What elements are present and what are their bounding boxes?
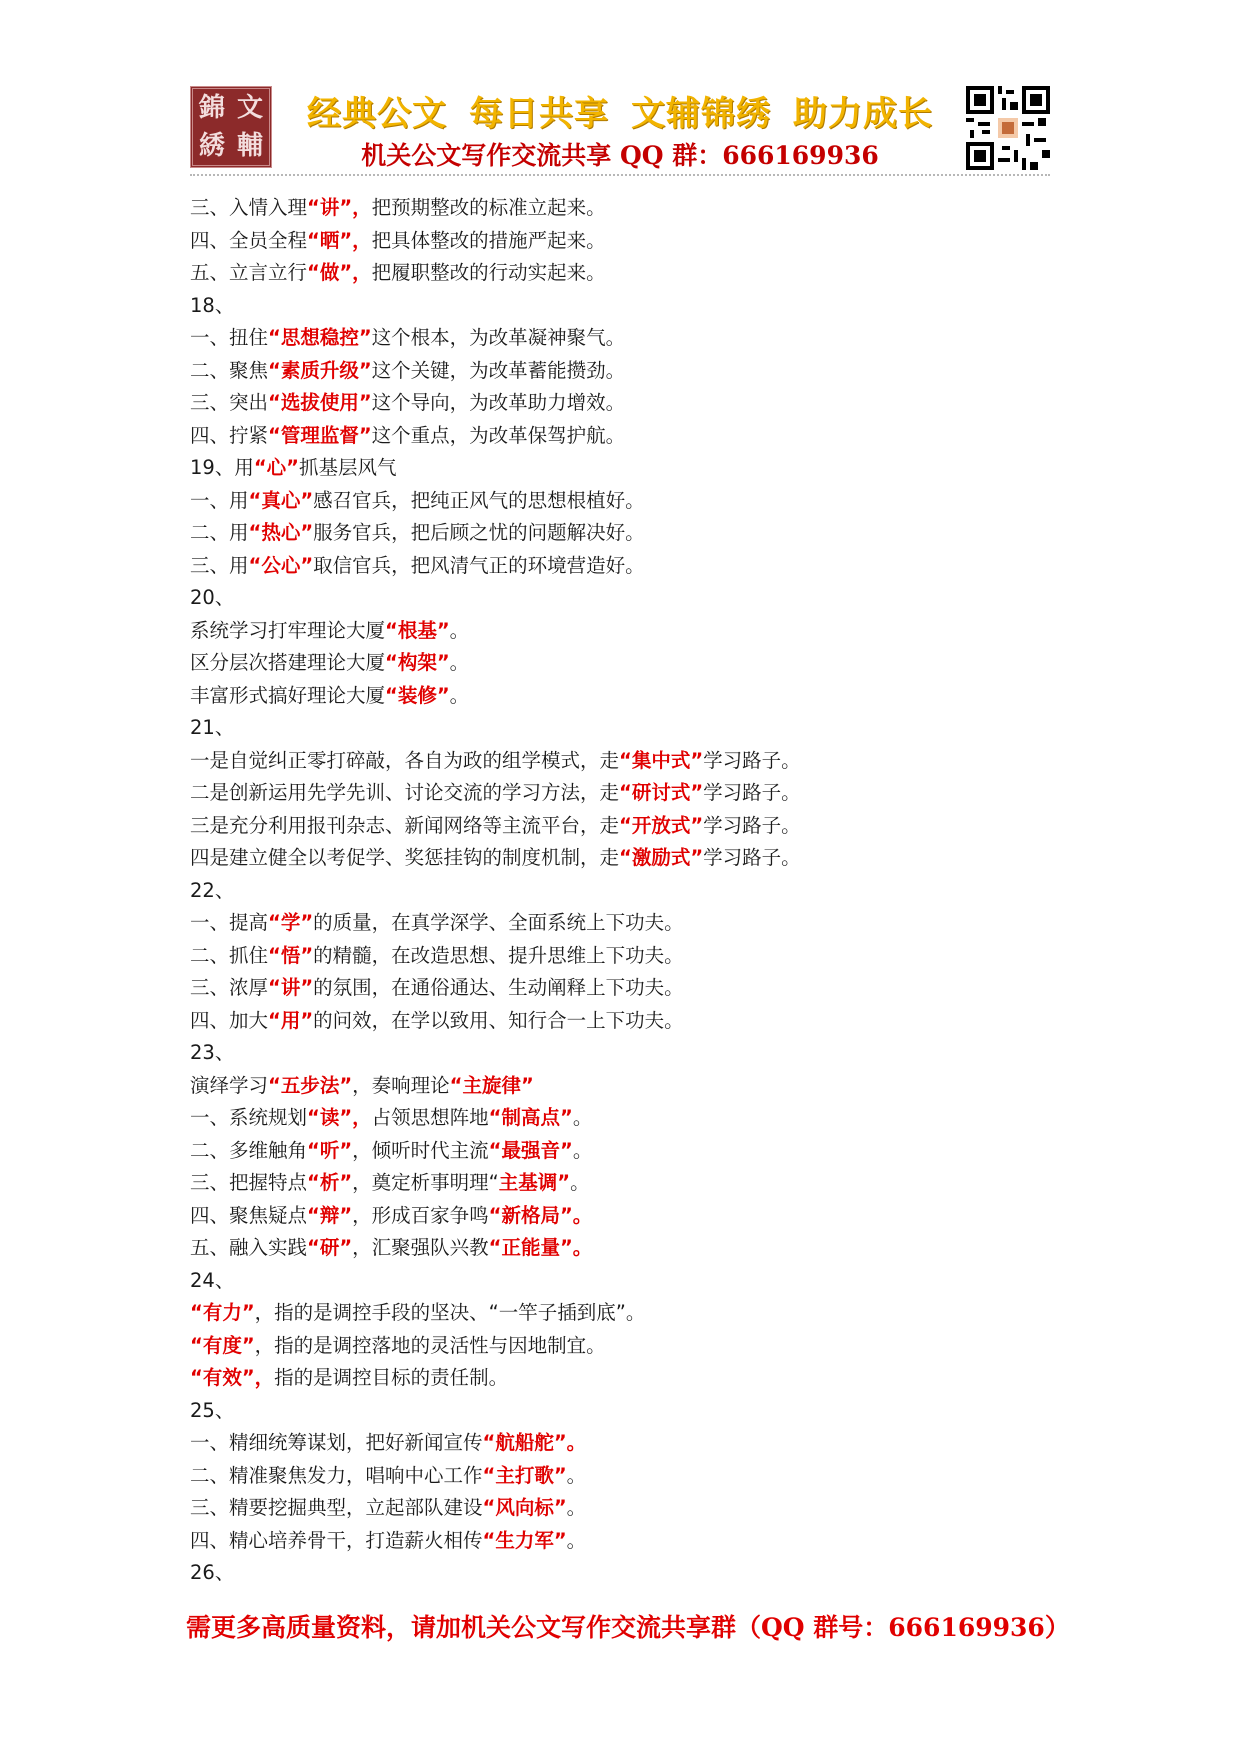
highlighted-keyword: “读”，: [307, 1106, 372, 1129]
highlighted-keyword: “主打歌”: [482, 1463, 567, 1487]
text-line: [190, 1232, 1050, 1265]
line-text: 指的是调控目标的责任制。: [274, 1366, 509, 1389]
line-text: 这个根本，为改革凝神聚气。: [371, 326, 626, 349]
line-text: 把预期整改的标准立起来。: [371, 196, 606, 219]
line-text: 20、: [190, 586, 235, 609]
highlighted-keyword: “主旋律”: [449, 1073, 534, 1097]
page-header: [190, 86, 1050, 178]
line-text: 一、精细统筹谋划，把好新闻宣传: [190, 1431, 483, 1454]
text-line: [190, 1557, 1050, 1590]
line-text: 二、用: [190, 521, 249, 544]
text-line: [190, 1265, 1050, 1298]
text-line: [190, 1200, 1050, 1233]
line-text: 把具体整改的措施严起来。: [371, 228, 606, 252]
line-text: 三、入情入理: [190, 196, 308, 219]
line-text: 四、拧紧: [190, 423, 269, 447]
line-text: 这个导向，为改革助力增效。: [371, 391, 626, 414]
line-text: 学习路子。: [703, 781, 801, 804]
highlighted-keyword: “讲”: [268, 976, 314, 999]
line-text: 一、系统规划: [190, 1106, 308, 1129]
highlighted-keyword: “最强音”: [488, 1138, 573, 1162]
line-text: ，汇聚强队兴教: [352, 1236, 489, 1259]
line-text: 一是自觉纠正零打碎敲，各自为政的组学模式，走: [190, 748, 620, 772]
line-text: 四、精心培养骨干，打造薪火相传: [190, 1528, 483, 1552]
line-text: ，倾听时代主流: [352, 1138, 489, 1162]
slogan-part: 文辅锦绣: [631, 94, 771, 134]
line-text: 五、立言立行: [190, 261, 308, 284]
text-line: [190, 355, 1050, 388]
text-line: [190, 225, 1050, 258]
line-text: 。: [566, 1528, 587, 1552]
line-text: 三、突出: [190, 391, 269, 414]
line-text: 。: [570, 1171, 590, 1194]
line-text: 学习路子。: [703, 846, 801, 869]
highlighted-keyword: “有力”: [190, 1301, 255, 1324]
line-text: 三、把握特点: [190, 1171, 308, 1194]
line-text: ，指的是调控手段的坚决、“一竿子插到底”。: [254, 1301, 646, 1324]
line-text: 抓基层风气: [298, 456, 397, 479]
line-text: 的质量，在真学深学、全面系统上下功夫。: [313, 911, 684, 934]
line-text: 的氛围，在通俗通达、生动阐释上下功夫。: [313, 976, 684, 999]
header-divider: [190, 174, 1050, 176]
text-line: [190, 810, 1050, 843]
footer-notice: 需更多高质量资料，请加机关公文写作交流共享群（QQ 群号：666169936）: [186, 1613, 1070, 1642]
document-body: [190, 192, 1050, 1590]
text-line: [190, 1427, 1050, 1460]
text-line: [190, 972, 1050, 1005]
line-text: 18、: [190, 293, 235, 317]
highlighted-keyword: “开放式”: [619, 813, 704, 837]
header-slogan: [300, 86, 940, 135]
line-text: 。: [572, 1106, 593, 1129]
line-text: 二、多维触角: [190, 1138, 308, 1162]
text-line: [190, 1362, 1050, 1395]
text-line: [190, 1330, 1050, 1363]
slogan-part: 助力成长: [793, 94, 933, 134]
line-text: ，指的是调控落地的灵活性与因地制宜。: [254, 1333, 606, 1357]
line-text: 。: [449, 618, 470, 642]
highlighted-keyword: “研讨式”: [619, 781, 704, 804]
slogan-part: 经典公文: [307, 94, 447, 134]
line-text: 这个重点，为改革保驾护航。: [371, 423, 626, 447]
text-line: [190, 1525, 1050, 1558]
line-text: 26、: [190, 1561, 235, 1584]
text-line: [190, 745, 1050, 778]
line-text: 25、: [190, 1398, 235, 1422]
line-text: 的问效，在学以致用、知行合一上下功夫。: [313, 1008, 684, 1032]
highlighted-keyword: “辩”: [307, 1203, 353, 1227]
highlighted-keyword: “生力军”: [482, 1528, 567, 1552]
text-line: [190, 1492, 1050, 1525]
text-line: [190, 842, 1050, 875]
line-text: 二、聚焦: [190, 358, 269, 382]
line-text: 把履职整改的行动实起来。: [371, 261, 606, 284]
logo-char: 文: [236, 93, 263, 123]
line-text: 四、加大: [190, 1008, 269, 1032]
line-text: 。: [566, 1496, 587, 1519]
line-text: 一、扭住: [190, 326, 269, 349]
qq-group-line: 机关公文写作交流共享 QQ 群：666169936: [361, 141, 879, 170]
highlighted-keyword: “风向标”: [482, 1496, 567, 1519]
logo-char: 輔: [236, 131, 263, 161]
line-text: 三是充分利用报刊杂志、新闻网络等主流平台，走: [190, 813, 620, 837]
logo-char: 錦: [198, 93, 225, 123]
text-line: [190, 875, 1050, 908]
highlighted-keyword: “晒”，: [307, 228, 372, 252]
line-text: 四、全员全程: [190, 228, 308, 252]
text-line: [190, 1460, 1050, 1493]
text-line: [190, 1395, 1050, 1428]
highlighted-keyword: “管理监督”: [268, 423, 372, 447]
highlighted-keyword: “正能量”。: [488, 1236, 593, 1259]
line-text: 23、: [190, 1041, 235, 1064]
line-text: ，形成百家争鸣: [352, 1203, 489, 1227]
highlighted-keyword: “做”，: [307, 261, 372, 284]
highlighted-keyword: 主基调”: [498, 1171, 571, 1194]
line-text: 22、: [190, 878, 235, 902]
line-text: 感召官兵，把纯正风气的思想根植好。: [313, 488, 645, 512]
qr-code-icon: [966, 86, 1050, 170]
line-text: 二、精准聚焦发力，唱响中心工作: [190, 1463, 483, 1487]
line-text: ，奠定析事明理“: [352, 1171, 499, 1194]
text-line: [190, 1102, 1050, 1135]
highlighted-keyword: “思想稳控”: [268, 326, 372, 349]
highlighted-keyword: “公心”: [248, 553, 314, 577]
text-line: [190, 647, 1050, 680]
text-line: [190, 452, 1050, 485]
slogan-part: 每日共享: [469, 94, 609, 134]
highlighted-keyword: “构架”: [385, 651, 450, 674]
line-text: ，奏响理论: [352, 1073, 450, 1097]
logo-char: 綉: [198, 131, 225, 161]
highlighted-keyword: “用”: [268, 1008, 314, 1032]
line-text: 一、提高: [190, 911, 269, 934]
text-line: [190, 1167, 1050, 1200]
highlighted-keyword: “航船舵”。: [482, 1431, 587, 1454]
text-line: [190, 1070, 1050, 1103]
highlighted-keyword: “集中式”: [619, 748, 704, 772]
text-line: [190, 1037, 1050, 1070]
line-text: 。: [449, 683, 470, 707]
text-line: [190, 1135, 1050, 1168]
line-text: 19、用: [190, 456, 254, 479]
text-line: [190, 680, 1050, 713]
line-text: 。: [572, 1138, 593, 1162]
text-line: [190, 712, 1050, 745]
text-line: [190, 582, 1050, 615]
highlighted-keyword: “素质升级”: [268, 358, 372, 382]
highlighted-keyword: “听”: [307, 1138, 353, 1162]
line-text: 这个关键，为改革蓄能攒劲。: [371, 358, 626, 382]
line-text: 学习路子。: [703, 748, 801, 772]
line-text: 。: [449, 651, 470, 674]
highlighted-keyword: “研”: [307, 1236, 353, 1259]
line-text: 五、融入实践: [190, 1236, 308, 1259]
line-text: 二是创新运用先学先训、讨论交流的学习方法，走: [190, 781, 620, 804]
text-line: [190, 777, 1050, 810]
line-text: 三、精要挖掘典型，立起部队建设: [190, 1496, 483, 1519]
line-text: 演绎学习: [190, 1073, 269, 1097]
highlighted-keyword: “有效”，: [190, 1366, 275, 1389]
text-line: [190, 1005, 1050, 1038]
line-text: 的精髓，在改造思想、提升思维上下功夫。: [313, 943, 684, 967]
highlighted-keyword: “制高点”: [488, 1106, 573, 1129]
highlighted-keyword: “激励式”: [619, 846, 704, 869]
highlighted-keyword: “心”: [253, 456, 299, 479]
text-line: [190, 940, 1050, 973]
highlighted-keyword: “新格局”。: [488, 1203, 593, 1227]
text-line: [190, 615, 1050, 648]
line-text: 二、抓住: [190, 943, 269, 967]
line-text: 区分层次搭建理论大厦: [190, 651, 386, 674]
highlighted-keyword: “五步法”: [268, 1073, 353, 1097]
line-text: 取信官兵，把风清气正的环境营造好。: [313, 553, 645, 577]
line-text: 24、: [190, 1268, 235, 1292]
line-text: 三、浓厚: [190, 976, 269, 999]
highlighted-keyword: “真心”: [248, 488, 314, 512]
line-text: 21、: [190, 716, 235, 739]
highlighted-keyword: “根基”: [385, 618, 450, 642]
text-line: [190, 192, 1050, 225]
line-text: 四是建立健全以考促学、奖惩挂钩的制度机制，走: [190, 846, 620, 869]
text-line: [190, 1297, 1050, 1330]
line-text: 四、聚焦疑点: [190, 1203, 308, 1227]
text-line: [190, 322, 1050, 355]
highlighted-keyword: “悟”: [268, 943, 314, 967]
text-line: [190, 420, 1050, 453]
brand-logo: [190, 86, 272, 168]
highlighted-keyword: “有度”: [190, 1333, 255, 1357]
text-line: [190, 485, 1050, 518]
text-line: [190, 517, 1050, 550]
line-text: 学习路子。: [703, 813, 801, 837]
highlighted-keyword: “热心”: [248, 521, 314, 544]
line-text: 三、用: [190, 553, 249, 577]
line-text: 占领思想阵地: [371, 1106, 489, 1129]
line-text: 。: [566, 1463, 587, 1487]
text-line: [190, 907, 1050, 940]
text-line: [190, 387, 1050, 420]
highlighted-keyword: “装修”: [385, 683, 450, 707]
highlighted-keyword: “选拔使用”: [268, 391, 372, 414]
text-line: [190, 257, 1050, 290]
line-text: 服务官兵，把后顾之忧的问题解决好。: [313, 521, 645, 544]
highlighted-keyword: “学”: [268, 911, 314, 934]
line-text: 系统学习打牢理论大厦: [190, 618, 386, 642]
text-line: [190, 550, 1050, 583]
line-text: 一、用: [190, 488, 249, 512]
highlighted-keyword: “析”: [307, 1171, 353, 1194]
highlighted-keyword: “讲”，: [307, 196, 372, 219]
line-text: 丰富形式搞好理论大厦: [190, 683, 386, 707]
text-line: [190, 290, 1050, 323]
